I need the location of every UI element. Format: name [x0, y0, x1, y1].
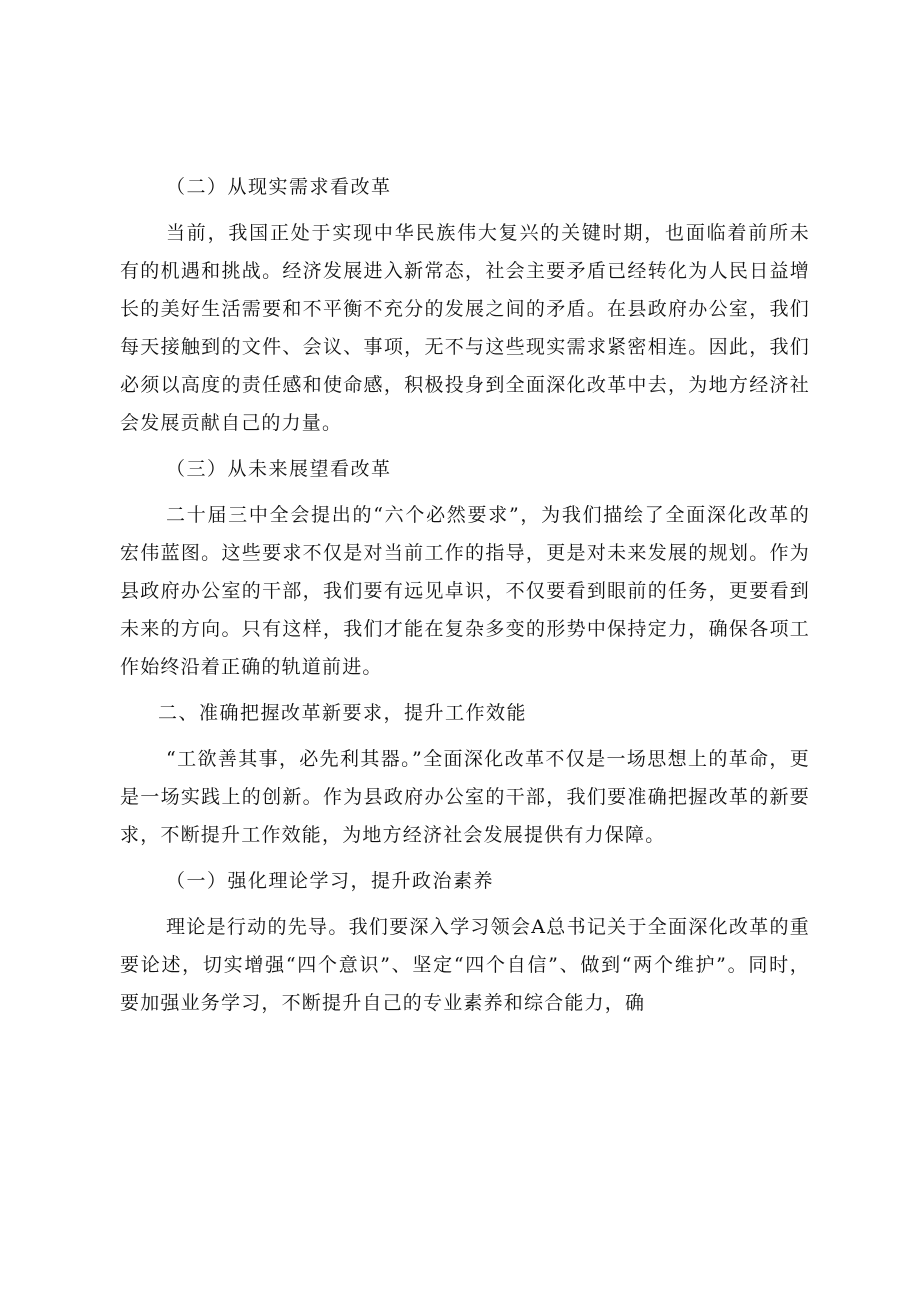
section-heading-future-outlook: （三）从未来展望看改革 — [166, 458, 392, 480]
section-heading-realistic-needs: （二）从现实需求看改革 — [166, 176, 392, 198]
paragraph-theory-study: 理论是行动的先导。我们要深入学习领会A总书记关于全面深化改革的重要论述，切实增强“四个意识”、坚定“四个自信”、做到“两个维护”。同时，要加强业务学习，不断提升自己的专业素养和综合能力，确 — [120, 916, 810, 1014]
section-heading-theory-study: （一）强化理论学习，提升政治素养 — [166, 870, 495, 892]
paragraph-realistic-needs: 当前，我国正处于实现中华民族伟大复兴的关键时期，也面临着前所未有的机遇和挑战。经济发展进入新常态，社会主要矛盾已经转化为人民日益增长的美好生活需要和不平衡不充分的发展之间的矛盾。在县政府办公室，我们每天接触到的文件、会议、事项，无不与这些现实需求紧密相连。因此，我们必须以高度的责任感和使命感，积极投身到全面深化改革中去，为地方经济社会发展贡献自己的力量。 — [120, 222, 810, 434]
chapter-heading-new-requirements: 二、准确把握改革新要求，提升工作效能 — [158, 702, 528, 724]
document-body — [120, 168, 810, 1030]
paragraph-new-requirements: “工欲善其事，必先利其器。”全面深化改革不仅是一场思想上的革命，更是一场实践上的创新。作为县政府办公室的干部，我们要准确把握改革的新要求，不断提升工作效能，为地方经济社会发展提供有力保障。 — [120, 748, 810, 846]
paragraph-future-outlook: 二十届三中全会提出的“六个必然要求”，为我们描绘了全面深化改革的宏伟蓝图。这些要求不仅是对当前工作的指导，更是对未来发展的规划。作为县政府办公室的干部，我们要有远见卓识，不仅要看到眼前的任务，更要看到未来的方向。只有这样，我们才能在复杂多变的形势中保持定力，确保各项工作始终沿着正确的轨道前进。 — [120, 504, 810, 678]
